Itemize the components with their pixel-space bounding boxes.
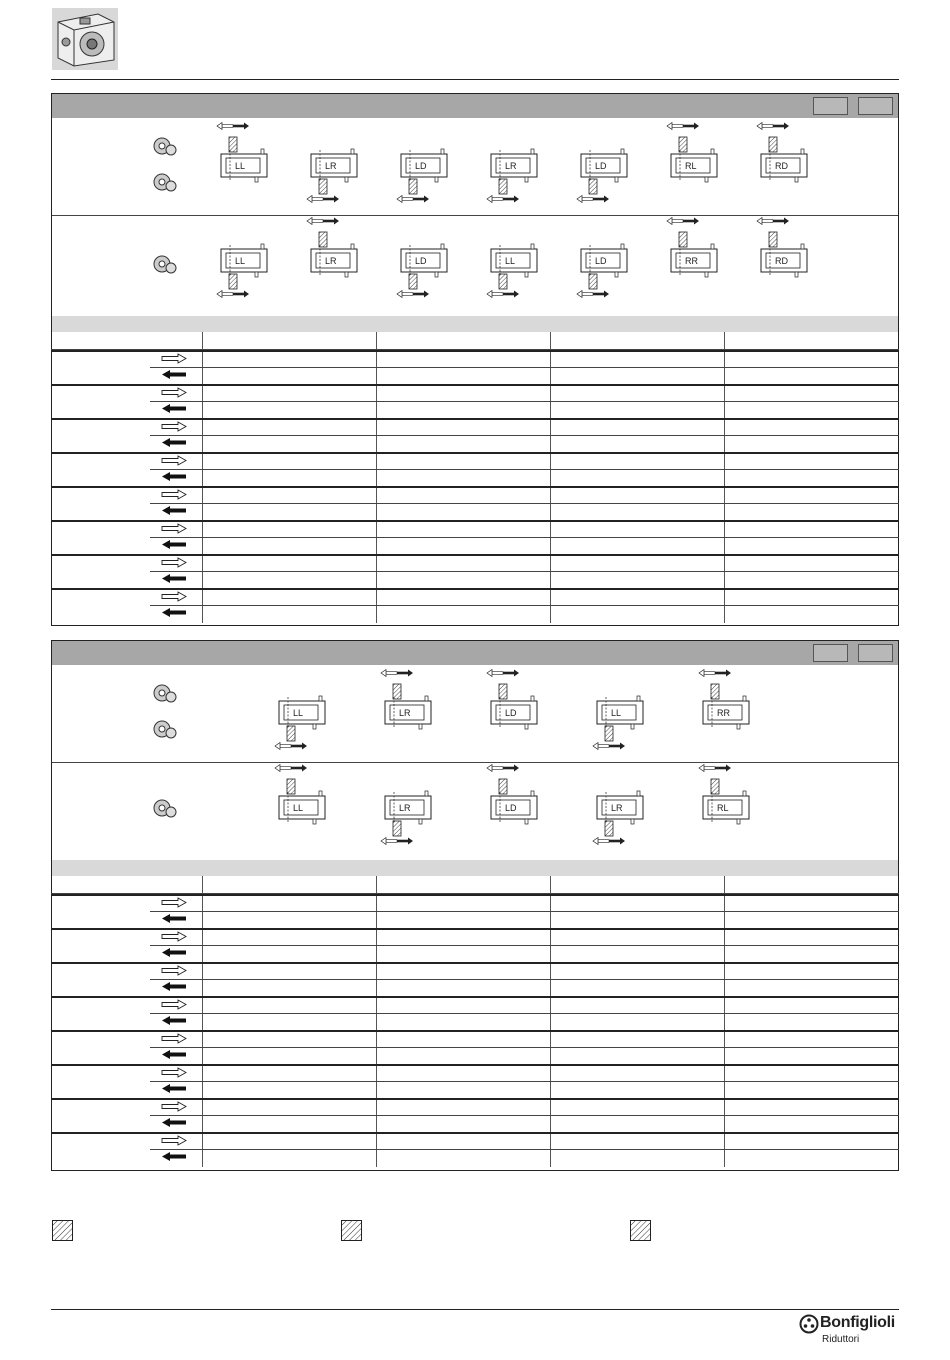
section-1-row-a-diagram-4 [569, 116, 639, 216]
solid-arrow-left-icon [162, 1084, 186, 1093]
direction-arrows-7 [160, 1135, 190, 1165]
section-1-row-a-gear-icons [152, 134, 182, 194]
section-1-table-header-bar [52, 316, 898, 332]
rotation-arrow-icon [381, 670, 413, 677]
rotation-arrow-icon [307, 218, 339, 225]
table-group-midline-1 [202, 401, 899, 402]
direction-arrows-3 [160, 999, 190, 1029]
table-group-separator-5 [51, 1064, 899, 1066]
table-group-separator-1 [51, 384, 899, 386]
section-1-row-b-diagram-3 [479, 211, 549, 311]
rotation-arrow-icon [487, 291, 519, 298]
rotation-arrow-icon [667, 218, 699, 225]
table-group-midline-5 [202, 1081, 899, 1082]
table-group-separator-7 [51, 588, 899, 590]
table-group-midline-4 [202, 503, 899, 504]
solid-arrow-left-icon [162, 506, 186, 515]
mounting-code-label: LR [325, 161, 337, 171]
mounting-code-label: RL [685, 161, 697, 171]
table-column-divider-3 [724, 876, 725, 1167]
legend-shaft-icon-2 [341, 1220, 362, 1241]
solid-arrow-left-icon [162, 608, 186, 617]
section-2-row-b-diagram-2 [479, 758, 549, 858]
mounting-code-label: LR [325, 256, 337, 266]
direction-arrows-5 [160, 1067, 190, 1097]
section-2-row-a-gear-icons [152, 681, 182, 741]
rotation-arrow-icon [667, 123, 699, 130]
rotation-arrow-icon [275, 743, 307, 750]
rotation-arrow-icon [757, 218, 789, 225]
bottom-rule [51, 1309, 899, 1310]
hollow-arrow-right-icon [162, 1068, 186, 1077]
table-group-separator-0 [51, 894, 899, 896]
table-group-separator-1 [51, 928, 899, 930]
table-group-separator-2 [51, 962, 899, 964]
rotation-arrow-icon [381, 838, 413, 845]
direction-arrows-6 [160, 1101, 190, 1131]
section-1-row-a-diagram-2 [389, 116, 459, 216]
section-2-row-a-diagram-0 [267, 663, 337, 763]
gearbox-icon [52, 8, 118, 70]
table-group-midline-2 [202, 435, 899, 436]
brand-name: Bonfiglioli [820, 1314, 895, 1331]
mounting-code-label: RL [717, 803, 729, 813]
rotation-arrow-icon [577, 196, 609, 203]
rotation-arrow-icon [217, 291, 249, 298]
section-1-row-b-diagram-4 [569, 211, 639, 311]
solid-arrow-left-icon [162, 574, 186, 583]
section-2-row-b-diagram-0 [267, 758, 337, 858]
hollow-arrow-right-icon [162, 1000, 186, 1009]
mounting-code-label: LD [595, 161, 607, 171]
section-2-row-b-diagram-4 [691, 758, 761, 858]
rotation-arrow-icon [699, 765, 731, 772]
solid-arrow-left-icon [162, 982, 186, 991]
table-group-midline-6 [202, 1115, 899, 1116]
hollow-arrow-right-icon [162, 1136, 186, 1145]
section-2-row-a-diagram-3 [585, 663, 655, 763]
direction-arrows-2 [160, 965, 190, 995]
mounting-code-label: RD [775, 256, 788, 266]
section-2-row-b-gear-icon [152, 796, 182, 826]
rotation-arrow-icon [397, 291, 429, 298]
table-group-midline-5 [202, 537, 899, 538]
rotation-arrow-icon [307, 196, 339, 203]
direction-arrows-1 [160, 931, 190, 961]
rotation-arrow-icon [757, 123, 789, 130]
solid-arrow-left-icon [162, 1016, 186, 1025]
table-column-divider-0 [202, 876, 203, 1167]
section-1-header-bar [52, 94, 898, 118]
hollow-arrow-right-icon [162, 354, 186, 363]
section-1-row-b-gear-icon [152, 252, 182, 282]
section-1-row-a-diagram-0 [209, 116, 279, 216]
solid-arrow-left-icon [162, 404, 186, 413]
mounting-code-label: LL [293, 803, 304, 813]
table-group-separator-4 [51, 1030, 899, 1032]
mounting-code-label: LD [415, 256, 427, 266]
solid-arrow-left-icon [162, 1118, 186, 1127]
table-group-separator-3 [51, 996, 899, 998]
solid-arrow-left-icon [162, 1152, 186, 1161]
mounting-code-label: RD [775, 161, 788, 171]
section-1-row-a-diagram-3 [479, 116, 549, 216]
table-group-midline-3 [202, 469, 899, 470]
mounting-code-label: LD [415, 161, 427, 171]
hollow-arrow-right-icon [162, 422, 186, 431]
legend-shaft-icon-1 [52, 1220, 73, 1241]
legend-shaft-icon-3 [630, 1220, 651, 1241]
section-1-row-b-diagram-0 [209, 211, 279, 311]
table-group-separator-4 [51, 486, 899, 488]
table-group-midline-3 [202, 1013, 899, 1014]
rotation-arrow-icon [217, 123, 249, 130]
section-2-row-b-diagram-3 [585, 758, 655, 858]
mounting-code-label: LL [235, 256, 246, 266]
section-2-header-bar [52, 641, 898, 665]
gear-pair-icon [154, 138, 176, 155]
hollow-arrow-right-icon [162, 1102, 186, 1111]
section-2-diagram-divider [52, 762, 898, 763]
section-2-table-header-bar [52, 860, 898, 876]
gear-pair-icon [154, 174, 176, 191]
table-group-midline-7 [202, 1149, 899, 1150]
solid-arrow-left-icon [162, 914, 186, 923]
section-1-row-a-diagram-6 [749, 116, 819, 216]
direction-arrows-1 [160, 387, 190, 417]
mounting-code-label: LR [505, 161, 517, 171]
table-column-divider-0 [202, 332, 203, 623]
hollow-arrow-right-icon [162, 1034, 186, 1043]
mounting-code-label: LR [399, 803, 411, 813]
table-group-midline-2 [202, 979, 899, 980]
section-2-row-a-diagram-4 [691, 663, 761, 763]
hollow-arrow-right-icon [162, 932, 186, 941]
table-group-separator-6 [51, 1098, 899, 1100]
section-1-row-b-diagram-6 [749, 211, 819, 311]
section-1-row-a-diagram-5 [659, 116, 729, 216]
table-group-midline-7 [202, 605, 899, 606]
gear-pair-icon [154, 721, 176, 738]
direction-arrows-3 [160, 455, 190, 485]
gear-pair-icon [154, 685, 176, 702]
mounting-code-label: LL [611, 708, 622, 718]
direction-arrows-4 [160, 1033, 190, 1063]
table-group-midline-0 [202, 367, 899, 368]
hollow-arrow-right-icon [162, 558, 186, 567]
hollow-arrow-right-icon [162, 388, 186, 397]
table-group-midline-4 [202, 1047, 899, 1048]
product-thumbnail [52, 8, 118, 70]
rotation-arrow-icon [487, 196, 519, 203]
solid-arrow-left-icon [162, 438, 186, 447]
direction-arrows-5 [160, 523, 190, 553]
table-column-divider-2 [550, 332, 551, 623]
table-group-separator-3 [51, 452, 899, 454]
mounting-code-label: LR [399, 708, 411, 718]
direction-arrows-2 [160, 421, 190, 451]
mounting-code-label: LD [595, 256, 607, 266]
gear-pair-icon [154, 800, 176, 817]
hollow-arrow-right-icon [162, 456, 186, 465]
table-column-divider-3 [724, 332, 725, 623]
gear-pair-icon [154, 256, 176, 273]
top-rule [51, 79, 899, 80]
mounting-code-label: LR [611, 803, 623, 813]
bonfiglioli-logo-icon [799, 1314, 819, 1334]
table-group-separator-5 [51, 520, 899, 522]
solid-arrow-left-icon [162, 370, 186, 379]
section-2-row-b-diagram-1 [373, 758, 443, 858]
rotation-arrow-icon [487, 765, 519, 772]
rotation-arrow-icon [593, 743, 625, 750]
hollow-arrow-right-icon [162, 490, 186, 499]
table-group-separator-2 [51, 418, 899, 420]
hollow-arrow-right-icon [162, 898, 186, 907]
table-group-separator-6 [51, 554, 899, 556]
mounting-code-label: LL [505, 256, 516, 266]
mounting-code-label: LD [505, 708, 517, 718]
direction-arrows-6 [160, 557, 190, 587]
rotation-arrow-icon [397, 196, 429, 203]
direction-arrows-4 [160, 489, 190, 519]
section-2-header-box-1 [813, 644, 848, 662]
section-2-header-box-2 [858, 644, 893, 662]
hollow-arrow-right-icon [162, 966, 186, 975]
mounting-code-label: LL [293, 708, 304, 718]
table-column-divider-1 [376, 332, 377, 623]
table-column-divider-2 [550, 876, 551, 1167]
rotation-arrow-icon [577, 291, 609, 298]
brand-tagline: Riduttori [822, 1334, 860, 1345]
table-group-midline-1 [202, 945, 899, 946]
section-1-row-a-diagram-1 [299, 116, 369, 216]
rotation-arrow-icon [487, 670, 519, 677]
section-1-row-b-diagram-1 [299, 211, 369, 311]
mounting-code-label: LD [505, 803, 517, 813]
section-2-row-a-diagram-1 [373, 663, 443, 763]
direction-arrows-0 [160, 353, 190, 383]
hollow-arrow-right-icon [162, 592, 186, 601]
table-group-separator-0 [51, 350, 899, 352]
solid-arrow-left-icon [162, 1050, 186, 1059]
section-1-header-box-2 [858, 97, 893, 115]
section-1-row-b-diagram-2 [389, 211, 459, 311]
direction-arrows-7 [160, 591, 190, 621]
mounting-code-label: LL [235, 161, 246, 171]
table-group-midline-6 [202, 571, 899, 572]
rotation-arrow-icon [699, 670, 731, 677]
table-group-midline-0 [202, 911, 899, 912]
hollow-arrow-right-icon [162, 524, 186, 533]
mounting-code-label: RR [717, 708, 730, 718]
mounting-code-label: RR [685, 256, 698, 266]
section-1-header-box-1 [813, 97, 848, 115]
table-column-divider-1 [376, 876, 377, 1167]
direction-arrows-0 [160, 897, 190, 927]
section-1-row-b-diagram-5 [659, 211, 729, 311]
section-2-row-a-diagram-2 [479, 663, 549, 763]
table-group-separator-7 [51, 1132, 899, 1134]
rotation-arrow-icon [275, 765, 307, 772]
solid-arrow-left-icon [162, 540, 186, 549]
solid-arrow-left-icon [162, 948, 186, 957]
rotation-arrow-icon [593, 838, 625, 845]
solid-arrow-left-icon [162, 472, 186, 481]
